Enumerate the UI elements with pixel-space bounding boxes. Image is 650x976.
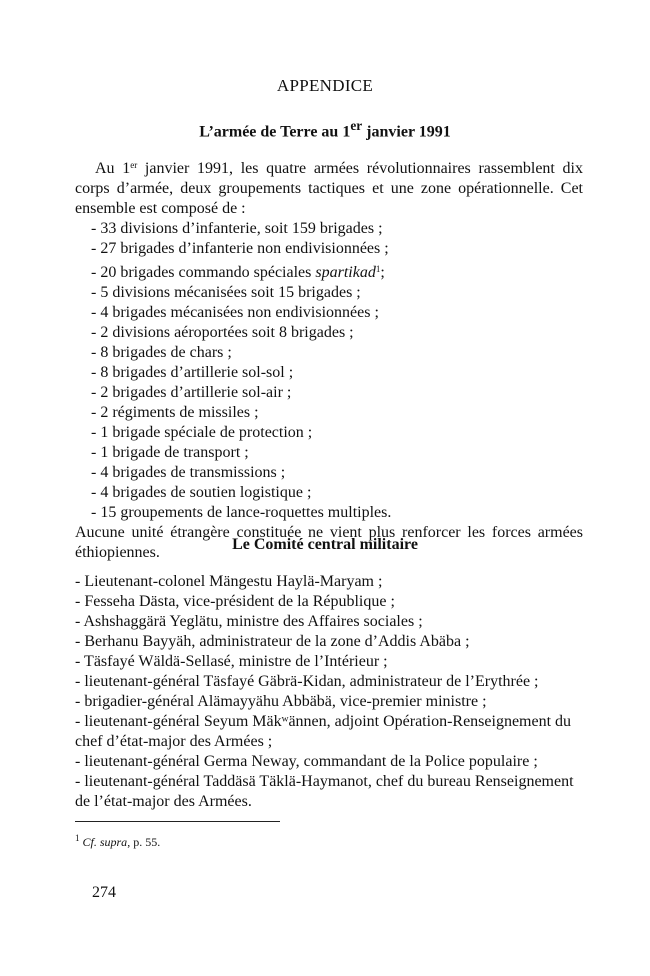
page-number: 274 [92, 884, 116, 901]
member-item: - lieutenant-général Taddäsä Täklä-Haymanot, chef du bureau Renseignement de l’état-major des Armées. [75, 773, 574, 810]
section-title-army-tail: janvier 1991 [362, 123, 451, 141]
list-item: - 27 brigades d’infanterie non endivisionnées ; [91, 240, 389, 257]
army-composition [75, 155, 583, 563]
intro-start: Au 1 [95, 160, 131, 177]
footnote-divider [75, 821, 280, 822]
footnote [75, 830, 160, 850]
member-item: - Ashshaggärä Yeglätu, ministre des Affaires sociales ; [75, 613, 423, 630]
list-item: - 2 brigades d’artillerie sol-air ; [91, 384, 292, 401]
member-item: - Berhanu Bayyäh, administrateur de la zone d’Addis Abäba ; [75, 633, 470, 650]
member-item: - Fesseha Dästa, vice-président de la République ; [75, 593, 395, 610]
list-item: - 4 brigades mécanisées non endivisionnées ; [91, 304, 379, 321]
list-item: - 8 brigades d’artillerie sol-sol ; [91, 364, 294, 381]
list-item: - 2 régiments de missiles ; [91, 404, 259, 421]
list-item: - 4 brigades de soutien logistique ; [91, 484, 312, 501]
list-item: - 33 divisions d’infanterie, soit 159 brigades ; [91, 220, 383, 237]
list-item-tail: ; [380, 264, 385, 281]
member-item: - brigadier-général Alämayyähu Abbäbä, vice-premier ministre ; [75, 693, 487, 710]
list-item: - 1 brigade spéciale de protection ; [91, 424, 313, 441]
footnote-ref: 1 [375, 264, 381, 274]
intro-rest: janvier 1991, les quatre armées révolutionnaires rassemblent dix corps d’armée, deux groupements tactiques et une zone opérationnelle. Cet ensemble est composé de : [75, 160, 584, 217]
intro-sup: er [130, 160, 138, 170]
list-item-italic: spartikad [315, 264, 376, 281]
member-item: - lieutenant-général Täsfayé Gäbrä-Kidan, administrateur de l’Erythrée ; [75, 673, 539, 690]
list-item: - 1 brigade de transport ; [91, 444, 249, 461]
list-item: - 4 brigades de transmissions ; [91, 464, 286, 481]
running-header: APPENDICE [276, 76, 374, 95]
intro-paragraph [75, 155, 583, 219]
member-item: - lieutenant-général Germa Neway, commandant de la Police populaire ; [75, 753, 538, 770]
section-title-army [0, 118, 650, 141]
member-item: - lieutenant-général Seyum Mäkʷännen, adjoint Opération-Renseignement du chef d’état-major des Armées ; [75, 713, 572, 750]
list-item [91, 259, 583, 283]
list-item: - 2 divisions aéroportées soit 8 brigades ; [91, 324, 354, 341]
members-list [75, 572, 583, 812]
list-item: - 8 brigades de chars ; [91, 344, 232, 361]
footnote-ref-text: Cf. supra [82, 835, 128, 849]
units-list [75, 219, 583, 523]
section-title-army-sup: er [350, 118, 363, 133]
member-item: - Täsfayé Wäldä-Sellasé, ministre de l’Intérieur ; [75, 653, 388, 670]
footnote-tail: , p. 55. [127, 835, 161, 849]
list-item: - 5 divisions mécanisées soit 15 brigades ; [91, 284, 361, 301]
member-item: - Lieutenant-colonel Mängestu Haylä-Maryam ; [75, 573, 383, 590]
list-item-text: - 20 brigades commando spéciales [91, 264, 316, 281]
section-title-army-text: L’armée de Terre au 1 [199, 123, 351, 141]
section-title-committee: Le Comité central militaire [232, 536, 418, 553]
committee-members [75, 572, 583, 812]
closing-paragraph: Aucune unité étrangère constituée ne vient plus renforcer les forces armées éthiopiennes. [75, 524, 583, 561]
footnote-marker: 1 [75, 833, 80, 843]
list-item: - 15 groupements de lance-roquettes multiples. [91, 504, 392, 521]
